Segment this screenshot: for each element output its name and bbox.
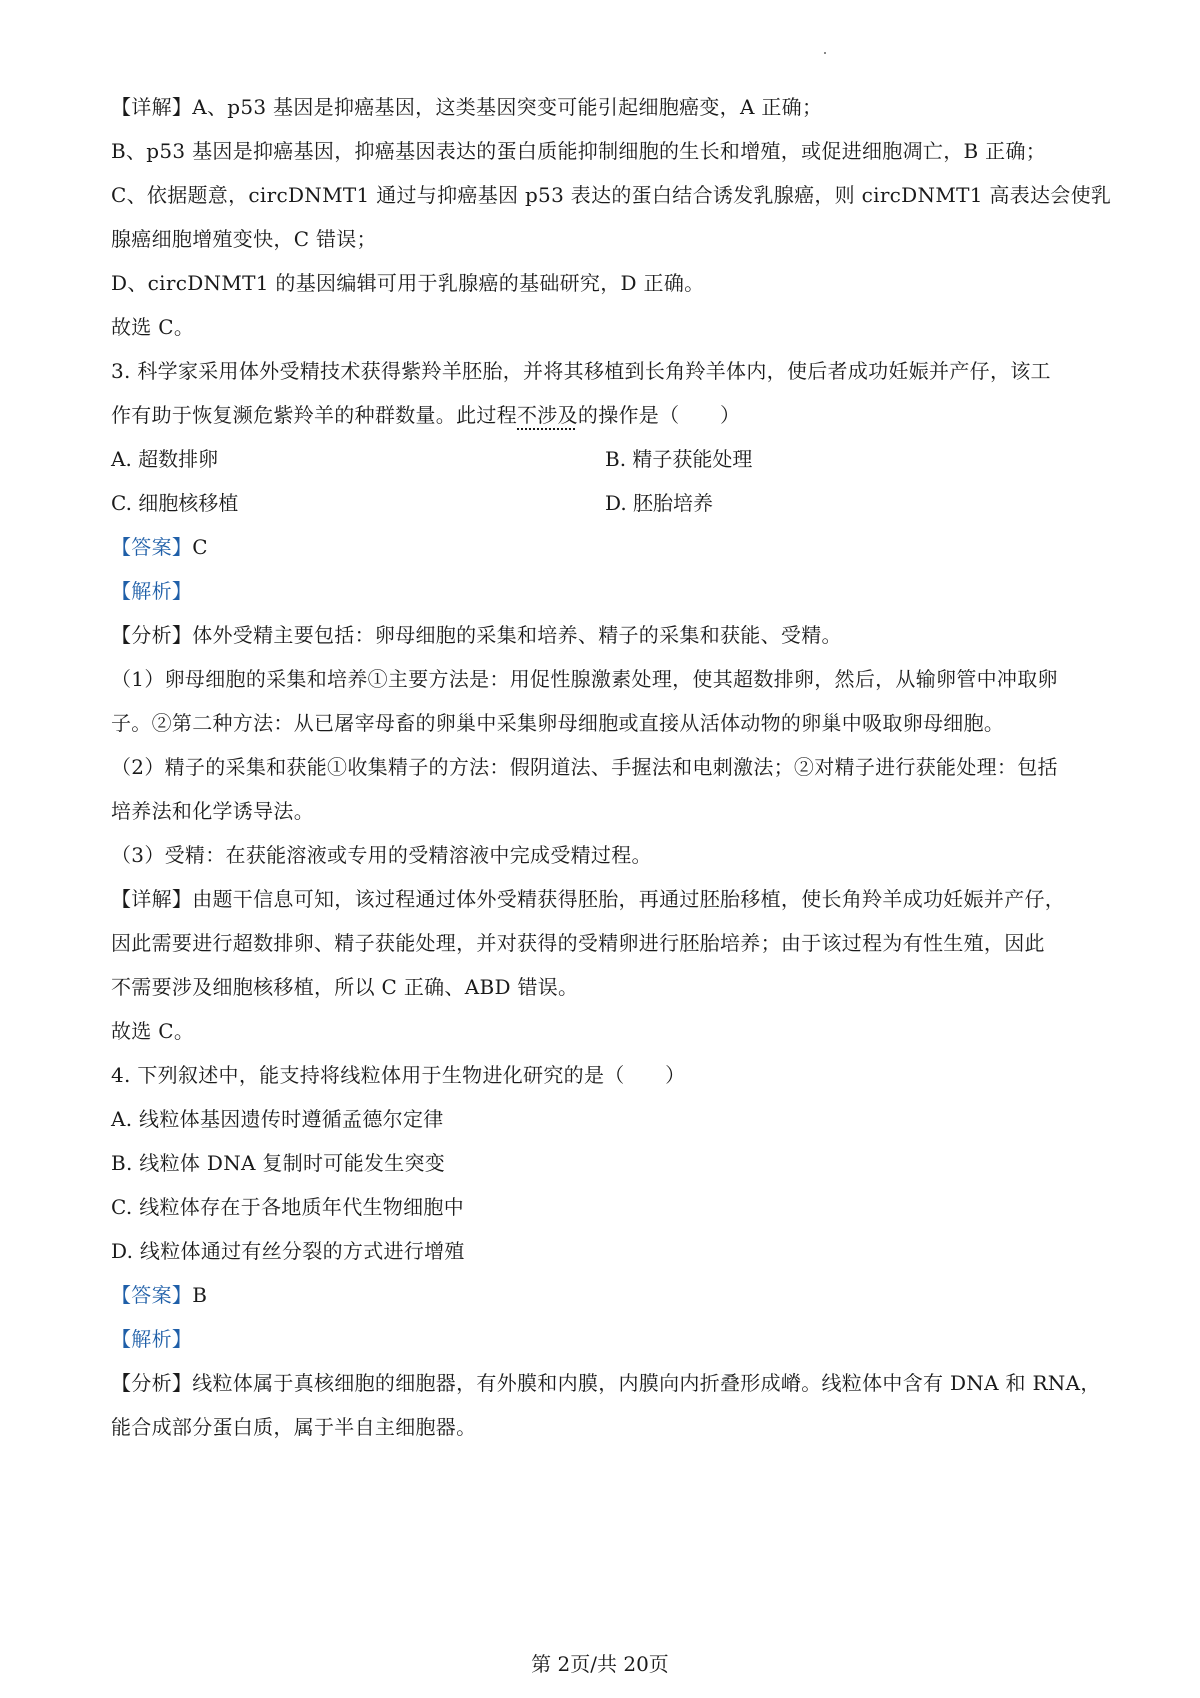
q3-p2-line2: 培养法和化学诱导法。 [111,799,314,823]
scan-dot [824,52,826,54]
q3-stem-line1: 3. 科学家采用体外受精技术获得紫羚羊胚胎，并将其移植到长角羚羊体内，使后者成功妊娠并产仔，该工 [111,359,1051,383]
q4-answer [111,1280,1101,1310]
q4-analysis-tag: 【解析】 [111,1327,193,1351]
q4-fenxi-line2: 能合成部分蛋白质，属于半自主细胞器。 [111,1415,477,1439]
emphasis-text: 不涉及 [517,403,578,427]
q3-option-d: D. 胚胎培养 [605,491,714,515]
q2-detail-b: B、p53 基因是抑癌基因，抑癌基因表达的蛋白质能抑制细胞的生长和增殖，或促进细胞凋亡，B 正确； [111,139,1047,163]
q3-option-c: C. 细胞核移植 [111,491,239,515]
q4-option-c: C. 线粒体存在于各地质年代生物细胞中 [111,1195,465,1219]
q3-fenxi: 【分析】体外受精主要包括：卵母细胞的采集和培养、精子的采集和获能、受精。 [111,623,842,647]
q4-option-a: A. 线粒体基因遗传时遵循孟德尔定律 [111,1107,444,1131]
q3-p1-line1: （1）卵母细胞的采集和培养①主要方法是：用促性腺激素处理，使其超数排卵，然后，从输卵管中冲取卵 [111,667,1058,691]
q4-option-b: B. 线粒体 DNA 复制时可能发生突变 [111,1151,446,1175]
q2-detail-c1: C、依据题意，circDNMT1 通过与抑癌基因 p53 表达的蛋白结合诱发乳腺癌，则 circDNMT1 高表达会使乳 [111,183,1112,207]
answer-value: C [192,535,208,559]
q2-detail-c2: 腺癌细胞增殖变快，C 错误； [111,227,377,251]
answer-tag: 【答案】 [111,535,193,559]
answer-value: B [192,1283,208,1307]
q2-detail-a: 【详解】A、p53 基因是抑癌基因，这类基因突变可能引起细胞癌变，A 正确； [111,95,823,119]
fenxi-tag: 【分析】 [111,623,193,647]
q3-detail-line1: 【详解】由题干信息可知，该过程通过体外受精获得胚胎，再通过胚胎移植，使长角羚羊成功妊娠并产仔， [111,887,1066,911]
q3-detail-line2: 因此需要进行超数排卵、精子获能处理，并对获得的受精卵进行胚胎培养；由于该过程为有性生殖，因此 [111,931,1045,955]
q3-answer [111,532,1101,562]
detail-tag: 【详解】 [111,887,193,911]
q3-option-b: B. 精子获能处理 [605,447,753,471]
q3-option-a: A. 超数排卵 [111,447,219,471]
q4-option-d: D. 线粒体通过有丝分裂的方式进行增殖 [111,1239,465,1263]
q3-detail-line3: 不需要涉及细胞核移植，所以 C 正确、ABD 错误。 [111,975,579,999]
q3-analysis-tag: 【解析】 [111,579,193,603]
q4-stem: 4. 下列叙述中，能支持将线粒体用于生物进化研究的是（ ） [111,1063,686,1087]
fenxi-tag: 【分析】 [111,1371,193,1395]
q2-conclusion: 故选 C。 [111,315,195,339]
page-footer: 第 2页/共 20页 [531,1652,669,1676]
q3-p1-line2: 子。②第二种方法：从已屠宰母畜的卵巢中采集卵母细胞或直接从活体动物的卵巢中吸取卵母细胞。 [111,711,1005,735]
q3-stem-line2: 作有助于恢复濒危紫羚羊的种群数量。此过程不涉及的操作是（ ） [111,403,741,427]
answer-tag: 【答案】 [111,1283,193,1307]
q3-p3: （3）受精：在获能溶液或专用的受精溶液中完成受精过程。 [111,843,652,867]
q3-conclusion: 故选 C。 [111,1019,195,1043]
detail-tag: 【详解】 [111,95,193,119]
q3-p2-line1: （2）精子的采集和获能①收集精子的方法：假阴道法、手握法和电刺激法；②对精子进行获能处理：包括 [111,755,1058,779]
q4-fenxi-line1: 【分析】线粒体属于真核细胞的细胞器，有外膜和内膜，内膜向内折叠形成嵴。线粒体中含有 DNA 和 RNA， [111,1371,1101,1395]
q2-detail-d: D、circDNMT1 的基因编辑可用于乳腺癌的基础研究，D 正确。 [111,271,705,295]
